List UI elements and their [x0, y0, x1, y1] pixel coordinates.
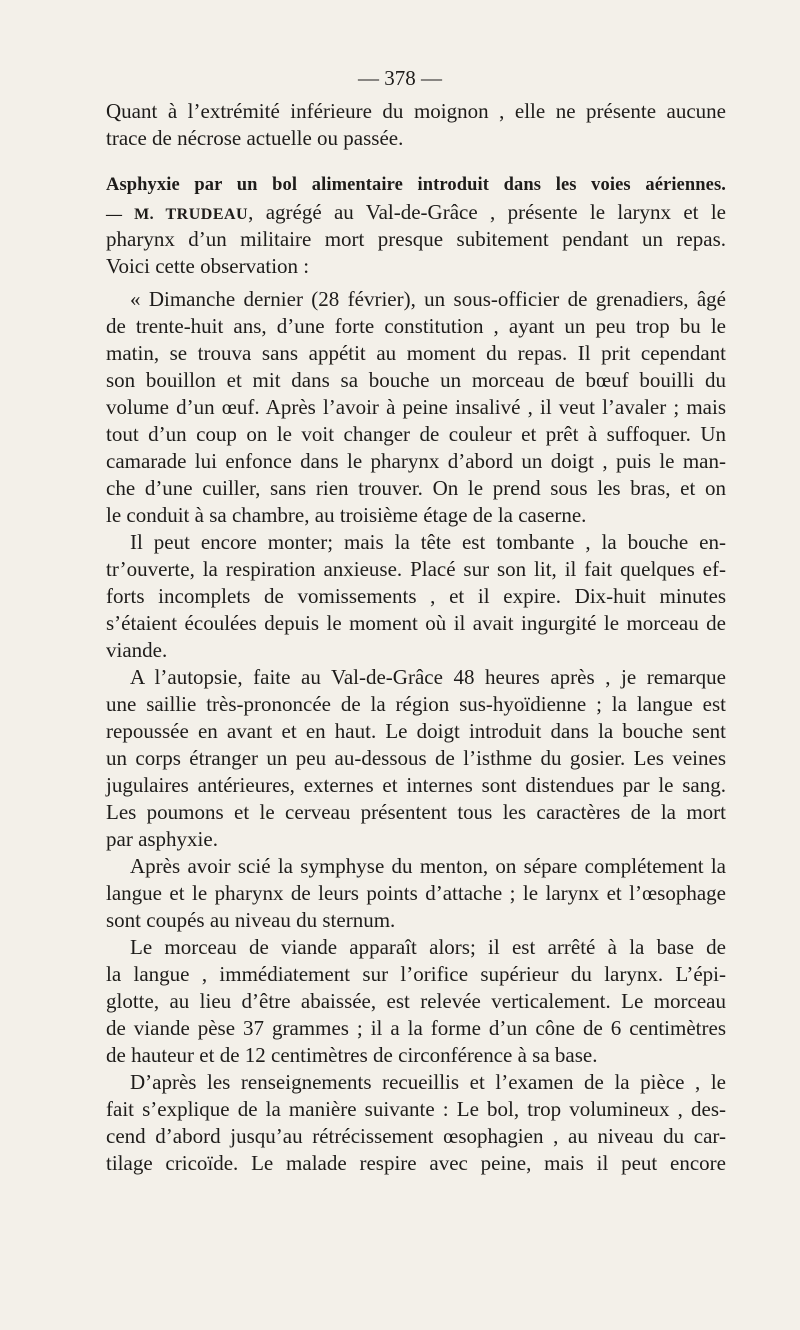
text-line: forts incomplets de vomissements , et il expire. Dix-huit minutes: [106, 584, 726, 608]
text-line: Les poumons et le cerveau présentent tous les caractères de la mort: [106, 800, 726, 824]
author-name: — M. TRUDEAU: [106, 206, 249, 223]
text-line: un corps étranger un peu au-dessous de l’isthme du gosier. Les veines: [106, 746, 726, 770]
text-line: Quant à l’extrémité inférieure du moignon , elle ne présente aucune: [106, 99, 726, 123]
section-heading: Asphyxie par un bol alimentaire introduit dans les voies aériennes.: [106, 175, 726, 195]
text-line: D’après les renseignements recueillis et l’examen de la pièce , le: [130, 1070, 726, 1094]
text-line: le conduit à sa chambre, au troisième étage de la caserne.: [106, 503, 587, 527]
text-line: s’étaient écoulées depuis le moment où il avait ingurgité le morceau de: [106, 611, 726, 635]
text-line: cend d’abord jusqu’au rétrécissement œsophagien , au niveau du car-: [106, 1124, 726, 1148]
text-line: jugulaires antérieures, externes et internes sont distendues par le sang.: [106, 773, 726, 797]
text-line: « Dimanche dernier (28 février), un sous-officier de grenadiers, âgé: [130, 287, 726, 311]
text-line: repoussée en avant et en haut. Le doigt introduit dans la bouche sent: [106, 719, 726, 743]
text-line: son bouillon et mit dans sa bouche un morceau de bœuf bouilli du: [106, 368, 726, 392]
text-line: volume d’un œuf. Après l’avoir à peine insalivé , il veut l’avaler ; mais: [106, 395, 726, 419]
text-line: matin, se trouva sans appétit au moment du repas. Il prit cependant: [106, 341, 726, 365]
text-line: tr’ouverte, la respiration anxieuse. Placé sur son lit, il fait quelques ef-: [106, 557, 726, 581]
text-line: fait s’explique de la manière suivante : Le bol, trop volumineux , des-: [106, 1097, 726, 1121]
text-line: de trente-huit ans, d’une forte constitution , ayant un peu trop bu le: [106, 314, 726, 338]
author-line-text: , agrégé au Val-de-Grâce , présente le larynx et le: [248, 200, 726, 224]
text-line: che d’une cuiller, sans rien trouver. On le prend sous les bras, et on: [106, 476, 726, 500]
text-line: Après avoir scié la symphyse du menton, on sépare complétement la: [130, 854, 726, 878]
text-line: pharynx d’un militaire mort presque subitement pendant un repas.: [106, 227, 726, 251]
text-line: A l’autopsie, faite au Val-de-Grâce 48 heures après , je remarque: [130, 665, 726, 689]
text-line: Il peut encore monter; mais la tête est tombante , la bouche en-: [130, 530, 726, 554]
text-line: Voici cette observation :: [106, 254, 310, 278]
text-line: de hauteur et de 12 centimètres de circonférence à sa base.: [106, 1043, 598, 1067]
text-line: par asphyxie.: [106, 827, 218, 851]
text-line: sont coupés au niveau du sternum.: [106, 908, 396, 932]
text-line: trace de nécrose actuelle ou passée.: [106, 126, 404, 150]
text-line: tout d’un coup on le voit changer de couleur et prêt à suffoquer. Un: [106, 422, 726, 446]
text-line: langue et le pharynx de leurs points d’attache ; le larynx et l’œsophage: [106, 881, 726, 905]
text-line: tilage cricoïde. Le malade respire avec peine, mais il peut encore: [106, 1151, 726, 1175]
text-line: viande.: [106, 638, 168, 662]
text-line: camarade lui enfonce dans le pharynx d’abord un doigt , puis le man-: [106, 449, 726, 473]
text-line: [106, 199, 726, 226]
text-line: glotte, au lieu d’être abaissée, est relevée verticalement. Le morceau: [106, 989, 726, 1013]
text-line: de viande pèse 37 grammes ; il a la forme d’un cône de 6 centimètres: [106, 1016, 726, 1040]
page-number: — 378 —: [358, 66, 442, 90]
text-line: la langue , immédiatement sur l’orifice supérieur du larynx. L’épi-: [106, 962, 726, 986]
text-line: Le morceau de viande apparaît alors; il est arrêté à la base de: [130, 935, 726, 959]
text-line: une saillie très-prononcée de la région sus-hyoïdienne ; la langue est: [106, 692, 726, 716]
